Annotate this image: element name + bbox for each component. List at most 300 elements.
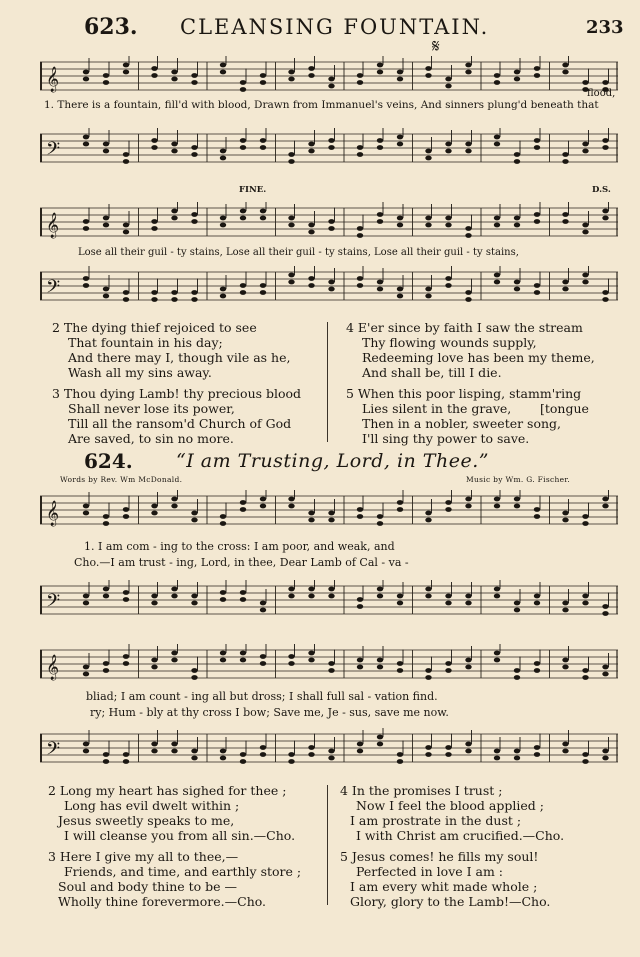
note-head bbox=[425, 156, 431, 161]
verse-line: Friends, and time, and earthly store ; bbox=[64, 864, 302, 879]
hymn-title: CLEANSING FOUNTAIN. bbox=[180, 15, 490, 39]
note-head bbox=[397, 287, 403, 292]
note-head bbox=[308, 66, 314, 71]
note-head bbox=[534, 66, 540, 71]
note-head bbox=[103, 287, 109, 292]
note-head bbox=[220, 597, 226, 602]
note-head bbox=[357, 233, 363, 238]
note-head bbox=[260, 654, 266, 659]
note-head bbox=[260, 752, 266, 757]
note-head bbox=[534, 668, 540, 673]
note-head bbox=[83, 749, 89, 754]
note-head bbox=[377, 219, 383, 224]
note-head bbox=[494, 497, 500, 502]
note-head bbox=[397, 135, 403, 140]
note-head bbox=[83, 276, 89, 281]
note-head bbox=[191, 290, 197, 295]
note-head bbox=[260, 145, 266, 150]
verse-line: I will cleanse you from all sin.—Cho. bbox=[64, 828, 296, 843]
note-head bbox=[328, 84, 334, 89]
note-head bbox=[357, 80, 363, 85]
lyric-line-end: flood, bbox=[587, 88, 616, 99]
note-head bbox=[103, 587, 109, 592]
note-head bbox=[103, 223, 109, 228]
note-head bbox=[240, 80, 246, 85]
note-head bbox=[191, 73, 197, 78]
note-head bbox=[103, 759, 109, 764]
note-head bbox=[425, 518, 431, 523]
note-head bbox=[425, 66, 431, 71]
note-head bbox=[103, 73, 109, 78]
note-head bbox=[377, 145, 383, 150]
note-head bbox=[425, 216, 431, 221]
note-head bbox=[582, 280, 588, 285]
note-head bbox=[308, 651, 314, 656]
note-head bbox=[308, 752, 314, 757]
note-head bbox=[445, 752, 451, 757]
note-head bbox=[240, 651, 246, 656]
note-head bbox=[220, 70, 226, 75]
note-head bbox=[582, 230, 588, 235]
verse-line: I am prostrate in the dust ; bbox=[350, 813, 522, 828]
note-head bbox=[445, 77, 451, 82]
note-head bbox=[308, 745, 314, 750]
note-head bbox=[171, 594, 177, 599]
note-head bbox=[357, 73, 363, 78]
note-head bbox=[582, 668, 588, 673]
note-head bbox=[308, 223, 314, 228]
music-staff-treble-623-1 bbox=[40, 56, 618, 96]
note-head bbox=[425, 149, 431, 154]
note-head bbox=[377, 587, 383, 592]
note-head bbox=[582, 521, 588, 526]
note-head bbox=[151, 511, 157, 516]
note-head bbox=[425, 294, 431, 299]
note-head bbox=[288, 661, 294, 666]
verse-line: 4 E'er since by faith I saw the stream bbox=[346, 320, 583, 335]
music-staff-bass-623-1 bbox=[40, 128, 618, 168]
note-head bbox=[288, 223, 294, 228]
note-head bbox=[397, 661, 403, 666]
note-head bbox=[445, 283, 451, 288]
column-divider bbox=[327, 785, 328, 905]
note-head bbox=[288, 70, 294, 75]
note-head bbox=[397, 77, 403, 82]
note-head bbox=[123, 514, 129, 519]
verse-line: And shall be, till I die. bbox=[362, 365, 502, 380]
note-head bbox=[171, 651, 177, 656]
note-head bbox=[83, 226, 89, 231]
note-head bbox=[83, 70, 89, 75]
note-head bbox=[514, 668, 520, 673]
note-head bbox=[123, 159, 129, 164]
note-head bbox=[562, 749, 568, 754]
note-head bbox=[191, 594, 197, 599]
note-head bbox=[328, 287, 334, 292]
note-head bbox=[83, 672, 89, 677]
bass-clef-icon: 𝄢 bbox=[46, 277, 61, 302]
treble-clef-icon: 𝄞 bbox=[46, 501, 60, 526]
note-head bbox=[220, 658, 226, 663]
note-head bbox=[514, 280, 520, 285]
note-head bbox=[328, 661, 334, 666]
note-head bbox=[220, 749, 226, 754]
note-head bbox=[445, 594, 451, 599]
note-head bbox=[103, 752, 109, 757]
note-head bbox=[494, 749, 500, 754]
note-head bbox=[582, 675, 588, 680]
note-head bbox=[260, 216, 266, 221]
note-head bbox=[534, 212, 540, 217]
hymn-number: 624. bbox=[84, 449, 133, 473]
note-head bbox=[397, 752, 403, 757]
note-head bbox=[357, 514, 363, 519]
note-head bbox=[328, 511, 334, 516]
note-head bbox=[220, 651, 226, 656]
note-head bbox=[494, 658, 500, 663]
note-head bbox=[308, 594, 314, 599]
note-head bbox=[357, 145, 363, 150]
note-head bbox=[171, 504, 177, 509]
note-head bbox=[357, 226, 363, 231]
note-head bbox=[425, 511, 431, 516]
note-head bbox=[220, 521, 226, 526]
note-head bbox=[602, 756, 608, 761]
note-head bbox=[123, 759, 129, 764]
note-head bbox=[220, 156, 226, 161]
note-head bbox=[151, 290, 157, 295]
note-head bbox=[494, 216, 500, 221]
note-head bbox=[151, 601, 157, 606]
note-head bbox=[582, 273, 588, 278]
note-head bbox=[308, 658, 314, 663]
note-head bbox=[171, 297, 177, 302]
note-head bbox=[191, 152, 197, 157]
note-head bbox=[288, 159, 294, 164]
lyric-line: 1. There is a fountain, fill'd with blood, Drawn from Immanuel's veins, And sinners plung'd beneath that bbox=[44, 99, 599, 111]
note-head bbox=[240, 290, 246, 295]
note-head bbox=[465, 497, 471, 502]
note-head bbox=[494, 273, 500, 278]
note-head bbox=[151, 749, 157, 754]
note-head bbox=[377, 280, 383, 285]
note-head bbox=[103, 149, 109, 154]
note-head bbox=[465, 601, 471, 606]
note-head bbox=[397, 142, 403, 147]
note-head bbox=[151, 226, 157, 231]
note-head bbox=[260, 209, 266, 214]
note-head bbox=[328, 138, 334, 143]
note-head bbox=[514, 287, 520, 292]
note-head bbox=[562, 152, 568, 157]
note-head bbox=[514, 675, 520, 680]
note-head bbox=[357, 658, 363, 663]
note-head bbox=[465, 290, 471, 295]
note-head bbox=[602, 216, 608, 221]
note-head bbox=[514, 152, 520, 157]
note-head bbox=[602, 145, 608, 150]
note-head bbox=[445, 668, 451, 673]
note-head bbox=[514, 601, 520, 606]
note-head bbox=[260, 138, 266, 143]
note-head bbox=[123, 590, 129, 595]
note-head bbox=[240, 145, 246, 150]
verse-3 bbox=[52, 386, 301, 446]
note-head bbox=[171, 216, 177, 221]
note-head bbox=[534, 507, 540, 512]
note-head bbox=[534, 290, 540, 295]
note-head bbox=[357, 597, 363, 602]
note-head bbox=[260, 745, 266, 750]
note-head bbox=[602, 672, 608, 677]
note-head bbox=[123, 507, 129, 512]
note-head bbox=[514, 756, 520, 761]
lyric-verse: bliad; I am count - ing all but dross; I shall full sal - vation find. bbox=[86, 690, 438, 703]
note-head bbox=[377, 594, 383, 599]
note-head bbox=[191, 675, 197, 680]
verse-4 bbox=[346, 320, 595, 380]
note-head bbox=[445, 745, 451, 750]
verse-line: Lies silent in the grave, bbox=[362, 401, 512, 416]
note-head bbox=[151, 138, 157, 143]
note-head bbox=[562, 511, 568, 516]
ds-mark: D.S. bbox=[592, 185, 611, 195]
verse-line: Now I feel the blood applied ; bbox=[356, 798, 544, 813]
verse-line: 5 Jesus comes! he fills my soul! bbox=[340, 849, 539, 864]
note-head bbox=[308, 587, 314, 592]
note-head bbox=[103, 80, 109, 85]
verse-line: And there may I, though vile as he, bbox=[68, 350, 291, 365]
note-head bbox=[562, 219, 568, 224]
verse-line-wrap bbox=[346, 401, 595, 416]
note-head bbox=[151, 658, 157, 663]
note-head bbox=[494, 594, 500, 599]
note-head bbox=[494, 587, 500, 592]
note-head bbox=[171, 142, 177, 147]
note-head bbox=[220, 756, 226, 761]
note-head bbox=[288, 587, 294, 592]
note-head bbox=[123, 290, 129, 295]
note-head bbox=[123, 152, 129, 157]
page-number: 233 bbox=[586, 17, 624, 38]
note-head bbox=[397, 70, 403, 75]
note-head bbox=[534, 283, 540, 288]
note-head bbox=[602, 611, 608, 616]
note-head bbox=[191, 518, 197, 523]
note-head bbox=[494, 142, 500, 147]
note-head bbox=[123, 654, 129, 659]
note-head bbox=[562, 159, 568, 164]
verse-line: Long has evil dwelt within ; bbox=[64, 798, 240, 813]
note-head bbox=[514, 749, 520, 754]
note-head bbox=[465, 658, 471, 663]
note-head bbox=[171, 658, 177, 663]
note-head bbox=[308, 149, 314, 154]
note-head bbox=[562, 212, 568, 217]
note-head bbox=[445, 216, 451, 221]
note-head bbox=[240, 138, 246, 143]
verse-5 bbox=[340, 849, 564, 909]
note-head bbox=[425, 587, 431, 592]
note-head bbox=[534, 745, 540, 750]
note-head bbox=[357, 749, 363, 754]
verses-right-624 bbox=[340, 783, 564, 909]
note-head bbox=[445, 223, 451, 228]
note-head bbox=[123, 661, 129, 666]
treble-clef-icon: 𝄞 bbox=[46, 655, 60, 680]
lyric-verse: 1. I am com - ing to the cross: I am poor, and weak, and bbox=[84, 540, 395, 553]
note-head bbox=[514, 608, 520, 613]
note-head bbox=[103, 514, 109, 519]
lyric-chorus: ry; Hum - bly at thy cross I bow; Save me, Je - sus, save me now. bbox=[90, 706, 449, 719]
note-head bbox=[377, 658, 383, 663]
note-head bbox=[151, 594, 157, 599]
note-head bbox=[103, 594, 109, 599]
note-head bbox=[328, 280, 334, 285]
note-head bbox=[562, 518, 568, 523]
note-head bbox=[465, 149, 471, 154]
note-head bbox=[151, 742, 157, 747]
note-head bbox=[602, 297, 608, 302]
verse-line: Shall never lose its power, bbox=[68, 401, 235, 416]
note-head bbox=[377, 287, 383, 292]
note-head bbox=[465, 142, 471, 147]
note-head bbox=[123, 63, 129, 68]
lyric-line: Lose all their guil - ty stains, Lose all their guil - ty stains, Lose all their guil - ty stains, bbox=[78, 247, 519, 258]
note-head bbox=[240, 752, 246, 757]
bass-clef-icon: 𝄢 bbox=[46, 139, 61, 164]
note-head bbox=[465, 665, 471, 670]
verse-line: 2 The dying thief rejoiced to see bbox=[52, 320, 257, 335]
segno-icon: 𝄋 bbox=[432, 36, 440, 57]
bass-clef-icon: 𝄢 bbox=[46, 739, 61, 764]
note-head bbox=[445, 84, 451, 89]
note-head bbox=[83, 665, 89, 670]
music-staff-bass-624-1 bbox=[40, 580, 618, 620]
note-head bbox=[83, 77, 89, 82]
note-head bbox=[308, 230, 314, 235]
note-head bbox=[151, 219, 157, 224]
note-head bbox=[357, 276, 363, 281]
note-head bbox=[171, 77, 177, 82]
note-head bbox=[465, 742, 471, 747]
note-head bbox=[562, 742, 568, 747]
words-credit: Words by Rev. Wm McDonald. bbox=[60, 475, 183, 484]
note-head bbox=[357, 665, 363, 670]
note-head bbox=[562, 608, 568, 613]
note-head bbox=[191, 212, 197, 217]
note-head bbox=[377, 665, 383, 670]
note-head bbox=[240, 590, 246, 595]
note-head bbox=[377, 63, 383, 68]
note-head bbox=[220, 514, 226, 519]
note-head bbox=[151, 504, 157, 509]
note-head bbox=[328, 226, 334, 231]
note-head bbox=[240, 597, 246, 602]
note-head bbox=[397, 601, 403, 606]
note-head bbox=[562, 601, 568, 606]
verse-2 bbox=[52, 320, 301, 380]
note-head bbox=[425, 668, 431, 673]
note-head bbox=[602, 209, 608, 214]
note-head bbox=[328, 145, 334, 150]
note-head bbox=[151, 145, 157, 150]
note-head bbox=[103, 668, 109, 673]
note-head bbox=[103, 521, 109, 526]
note-head bbox=[240, 87, 246, 92]
note-head bbox=[534, 661, 540, 666]
note-head bbox=[328, 77, 334, 82]
verses-left-623 bbox=[52, 320, 301, 446]
verse-line: Perfected in love I am : bbox=[356, 864, 504, 879]
note-head bbox=[123, 70, 129, 75]
verse-line: 3 Thou dying Lamb! thy precious blood bbox=[52, 386, 302, 401]
note-head bbox=[357, 152, 363, 157]
hymn-number: 623. bbox=[84, 14, 138, 40]
note-head bbox=[397, 759, 403, 764]
verse-line: Wholly thine forevermore.—Cho. bbox=[58, 894, 267, 909]
note-head bbox=[465, 297, 471, 302]
note-head bbox=[602, 665, 608, 670]
note-head bbox=[494, 756, 500, 761]
note-head bbox=[151, 665, 157, 670]
music-credit: Music by Wm. G. Fischer. bbox=[466, 475, 571, 484]
note-head bbox=[465, 594, 471, 599]
note-head bbox=[445, 500, 451, 505]
note-head bbox=[240, 658, 246, 663]
note-head bbox=[220, 216, 226, 221]
note-head bbox=[357, 742, 363, 747]
note-head bbox=[151, 297, 157, 302]
verse-line: Till all the ransom'd Church of God bbox=[68, 416, 292, 431]
verse-line: 5 When this poor lisping, stamm'ring bbox=[346, 386, 582, 401]
note-head bbox=[83, 601, 89, 606]
music-staff-bass-624-2 bbox=[40, 728, 618, 768]
note-head bbox=[191, 756, 197, 761]
note-head bbox=[514, 223, 520, 228]
note-head bbox=[191, 80, 197, 85]
note-head bbox=[240, 216, 246, 221]
note-head bbox=[534, 145, 540, 150]
note-head bbox=[123, 597, 129, 602]
lyric-chorus: Cho.—I am trust - ing, Lord, in thee, Dear Lamb of Cal - va - bbox=[74, 556, 409, 569]
note-head bbox=[260, 601, 266, 606]
note-head bbox=[397, 223, 403, 228]
note-head bbox=[83, 142, 89, 147]
note-head bbox=[123, 297, 129, 302]
note-head bbox=[328, 594, 334, 599]
verse-line: Then in a nobler, sweeter song, bbox=[362, 416, 562, 431]
note-head bbox=[514, 216, 520, 221]
note-head bbox=[445, 601, 451, 606]
note-head bbox=[151, 73, 157, 78]
note-head bbox=[602, 497, 608, 502]
note-head bbox=[582, 601, 588, 606]
verse-line: Redeeming love has been my theme, bbox=[362, 350, 595, 365]
note-head bbox=[602, 138, 608, 143]
note-head bbox=[445, 142, 451, 147]
verse-line: Are saved, to sin no more. bbox=[68, 431, 234, 446]
note-head bbox=[514, 159, 520, 164]
verses-right-623 bbox=[346, 320, 595, 446]
music-staff-treble-624-2 bbox=[40, 644, 618, 684]
note-head bbox=[602, 604, 608, 609]
verse-line: Glory, glory to the Lamb!—Cho. bbox=[350, 894, 551, 909]
note-head bbox=[288, 77, 294, 82]
note-head bbox=[288, 273, 294, 278]
verse-5 bbox=[346, 386, 595, 446]
note-head bbox=[191, 219, 197, 224]
